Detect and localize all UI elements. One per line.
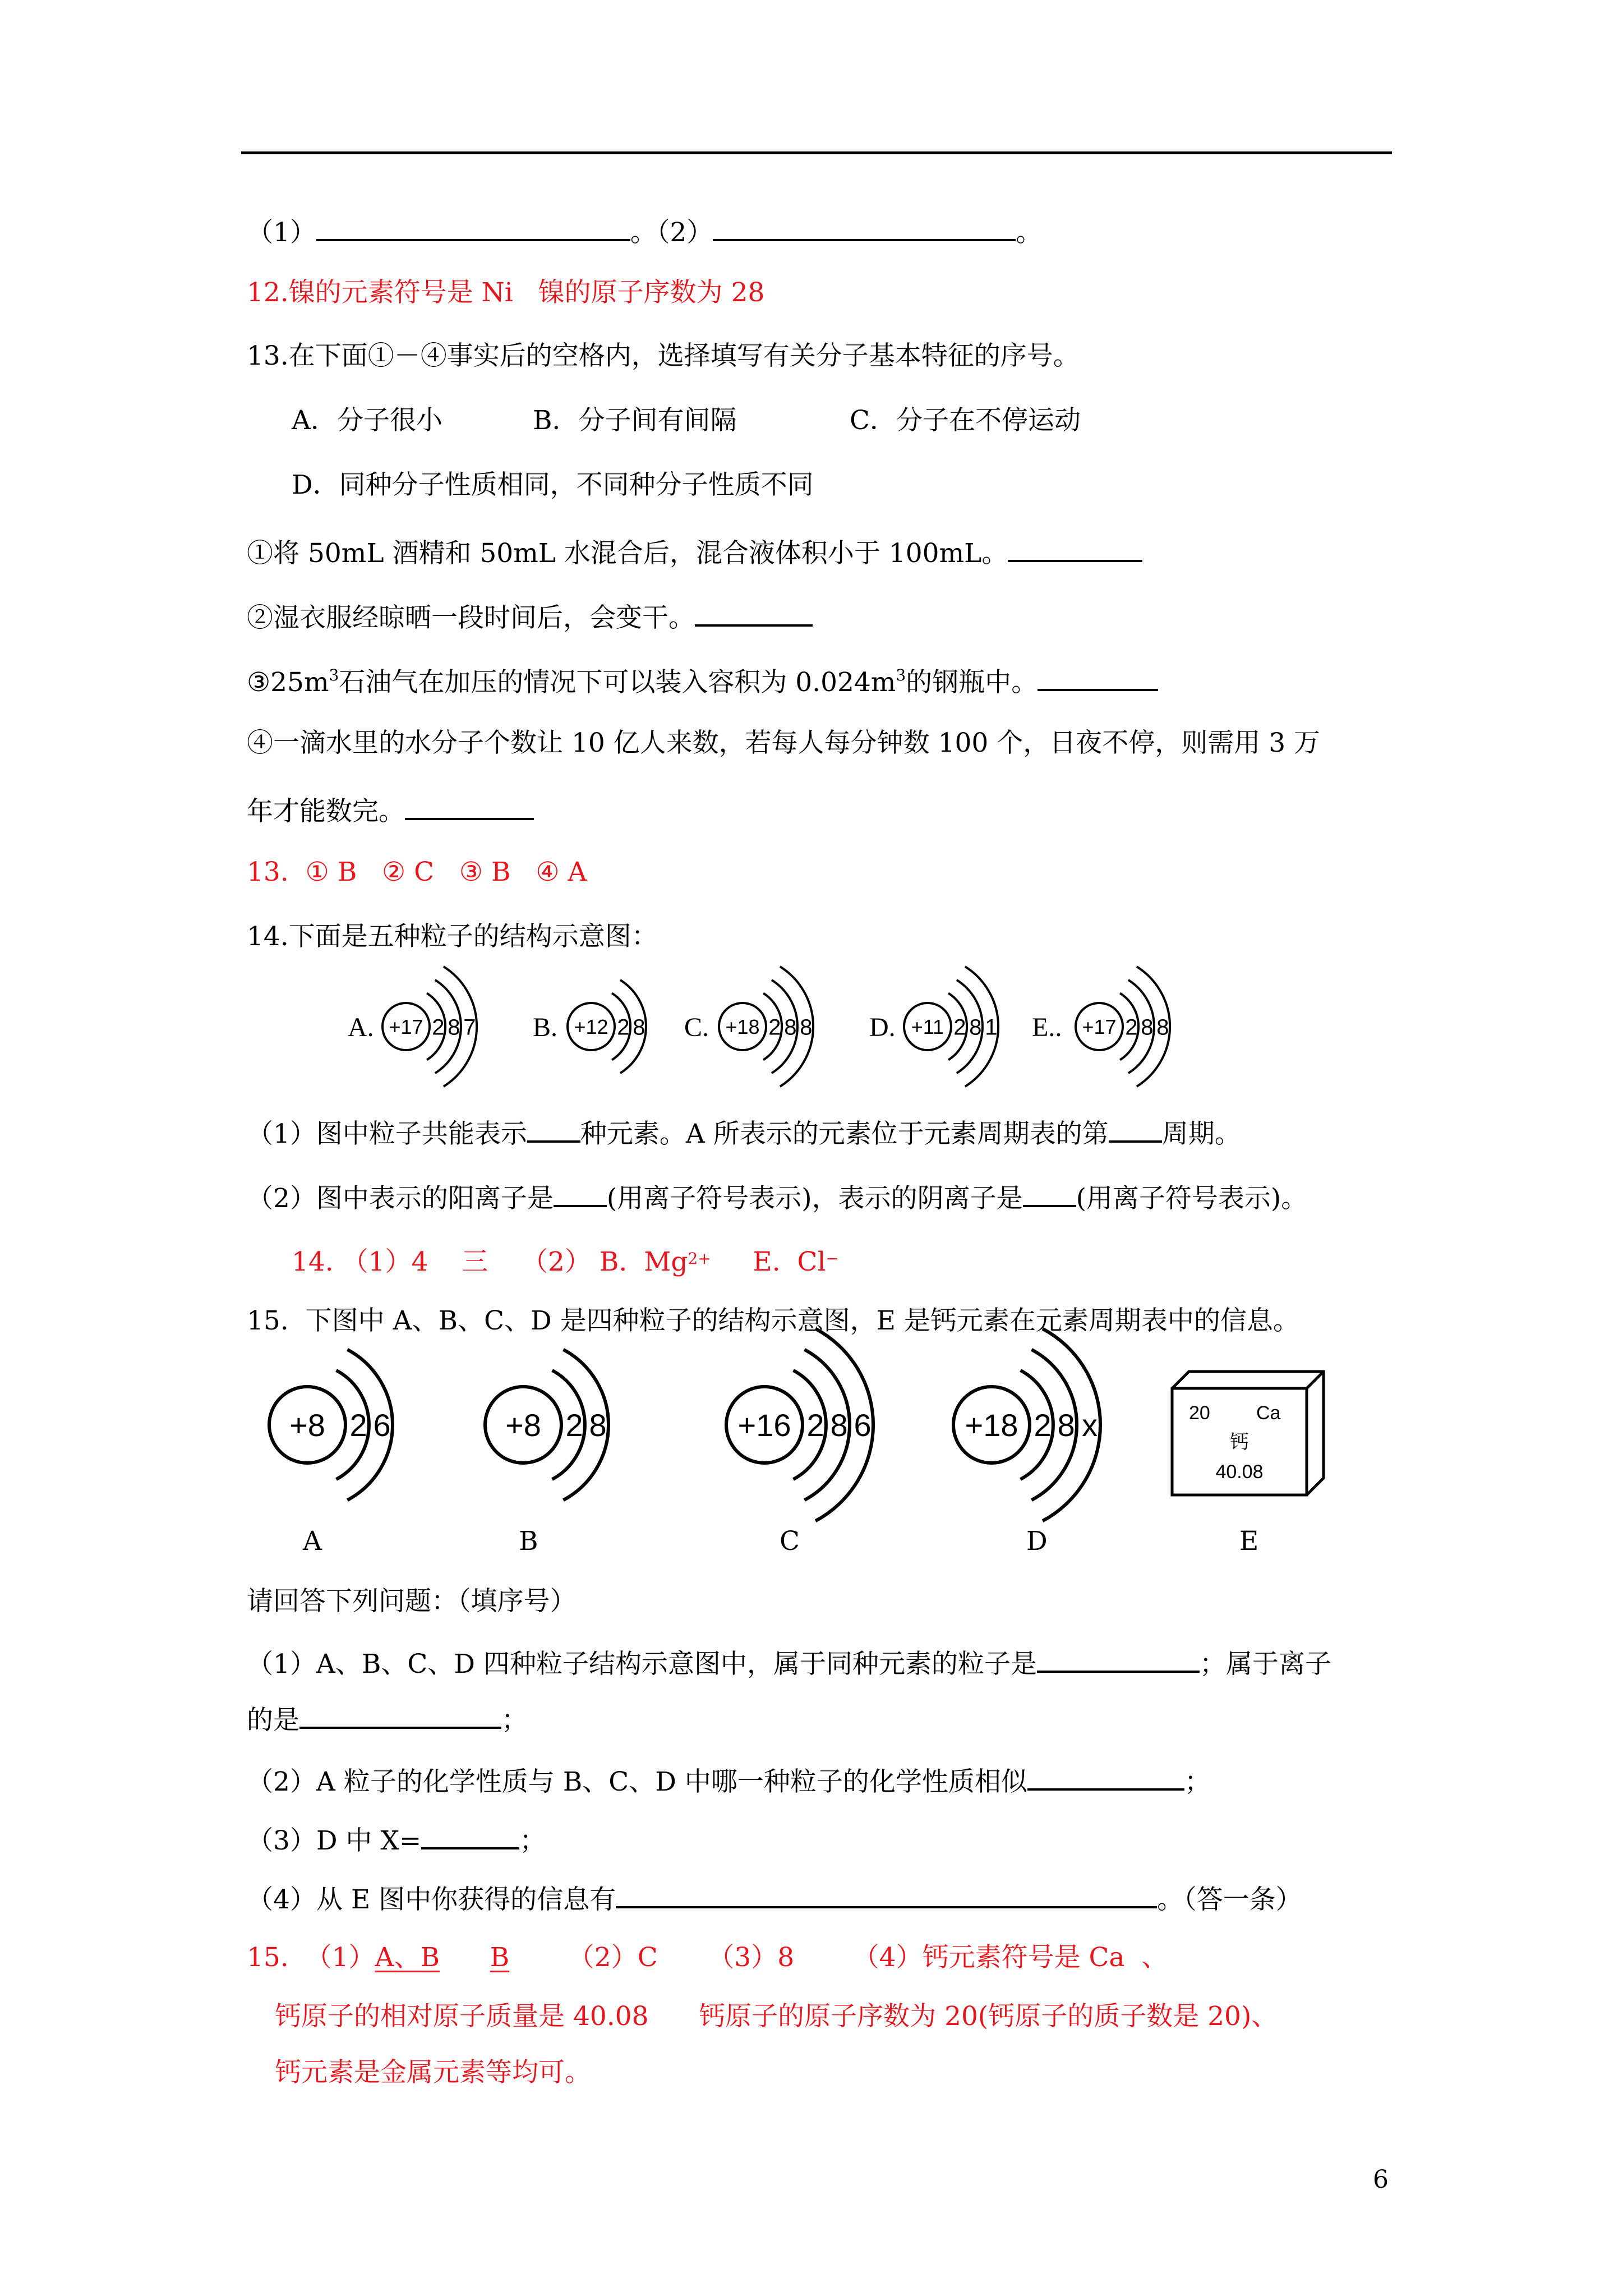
blank[interactable] xyxy=(421,1820,519,1849)
q13-option-d: D．同种分子性质相同，不同种分子性质不同 xyxy=(292,470,814,500)
blank[interactable] xyxy=(299,1700,501,1729)
electron-count: 8 xyxy=(1156,1015,1169,1040)
atom-diagram xyxy=(869,967,998,1087)
blank[interactable] xyxy=(1023,1178,1076,1207)
q14-particle-diagrams xyxy=(348,965,1217,1088)
electron-count: 2 xyxy=(1034,1407,1052,1443)
q13-statement-1: ①将 50mL 酒精和 50mL 水混合后，混合液体积小于 100mL。 xyxy=(247,533,1142,570)
q13-statement-4a: ④一滴水里的水分子个数让 10 亿人来数，若每人每分钟数 100 个，日夜不停，则需用 3 万 xyxy=(247,728,1321,758)
q15-label-c: C xyxy=(780,1526,800,1557)
electron-count: 8 xyxy=(830,1407,848,1443)
q15-question-4: （4）从 E 图中你获得的信息有 。（答一条） xyxy=(247,1879,1302,1917)
nucleus-charge: +18 xyxy=(725,1015,760,1038)
q14-stem: 14.下面是五种粒子的结构示意图： xyxy=(247,921,658,952)
electron-count: 2 xyxy=(617,1015,630,1040)
electron-count: 2 xyxy=(432,1015,445,1040)
atomic-number: 20 xyxy=(1189,1402,1210,1424)
electron-count: 2 xyxy=(565,1407,583,1443)
atom-diagram xyxy=(485,1350,608,1500)
atom-label: A. xyxy=(348,1012,374,1042)
electron-count: 6 xyxy=(854,1407,872,1443)
blank[interactable] xyxy=(405,791,534,820)
q15-label-a: A xyxy=(303,1526,322,1557)
q15-prompt: 请回答下列问题：（填序号） xyxy=(247,1586,577,1617)
q13-stem: 13.在下面①－④事实后的空格内，选择填写有关分子基本特征的序号。 xyxy=(247,341,1080,371)
blank[interactable] xyxy=(1037,1644,1200,1673)
atom-label: D. xyxy=(869,1012,896,1042)
nucleus-charge: +17 xyxy=(389,1015,423,1038)
element-symbol: Ca xyxy=(1256,1402,1281,1424)
atom-diagram xyxy=(726,1329,873,1521)
q13-option-b: B．分子间有间隔 xyxy=(533,405,737,436)
electron-count: 8 xyxy=(448,1015,460,1040)
atom-label: B. xyxy=(533,1012,558,1042)
atom-diagram xyxy=(348,967,477,1087)
q13-option-a: A．分子很小 xyxy=(292,405,442,436)
electron-count: 2 xyxy=(768,1015,781,1040)
q15-label-e: E xyxy=(1239,1526,1259,1557)
atom-diagram xyxy=(684,967,813,1087)
periodic-element-box xyxy=(1172,1372,1324,1495)
atom-label: E.. xyxy=(1032,1012,1062,1042)
electron-count: 2 xyxy=(953,1015,966,1040)
q14-answer: 14. （1）4 三 （2） B. $Mg^{2+}$ E. Cl− xyxy=(292,1246,840,1277)
atom-label: C. xyxy=(684,1012,709,1042)
electron-count: 8 xyxy=(589,1407,607,1443)
electron-count: 6 xyxy=(373,1407,391,1443)
electron-count: 2 xyxy=(806,1407,824,1443)
atom-diagram xyxy=(953,1329,1100,1521)
electron-count: 8 xyxy=(1141,1015,1154,1040)
atom-diagram xyxy=(269,1350,393,1500)
blank[interactable] xyxy=(316,212,630,241)
blank[interactable] xyxy=(1038,662,1158,691)
q15-question-1b: 的是 ； xyxy=(247,1700,528,1737)
nucleus-charge: +12 xyxy=(574,1015,608,1038)
blank[interactable] xyxy=(1027,1761,1184,1791)
electron-count: 1 xyxy=(985,1015,998,1040)
blank[interactable] xyxy=(713,212,1016,241)
atom-diagram xyxy=(533,980,646,1073)
nucleus-charge: +8 xyxy=(289,1407,325,1443)
q13-statement-4b: 年才能数完。 xyxy=(247,791,534,829)
q13-option-c: C．分子在不停运动 xyxy=(850,405,1081,436)
q15-answer-1: 15. （1）A、B B （2）C （3）8 （4）钙元素符号是 Ca 、 xyxy=(247,1942,1168,1973)
q13-statement-2: ②湿衣服经晾晒一段时间后，会变干。 xyxy=(247,597,813,635)
nucleus-charge: +8 xyxy=(505,1407,541,1443)
nucleus-charge: +17 xyxy=(1082,1015,1117,1038)
electron-count: x xyxy=(1082,1407,1098,1443)
electron-count: 2 xyxy=(349,1407,367,1443)
electron-count: 8 xyxy=(969,1015,982,1040)
blank[interactable] xyxy=(1008,533,1142,562)
q15-particle-diagrams xyxy=(264,1358,1357,1503)
q12-answer: 12.镍的元素符号是 Ni 镍的原子序数为 28 xyxy=(247,277,765,308)
element-name: 钙 xyxy=(1230,1431,1249,1453)
q15-question-3: （3）D 中 X= ； xyxy=(247,1820,546,1858)
blank[interactable] xyxy=(1109,1114,1162,1143)
q14-question-1: （1）图中粒子共能表示 种元素。A 所表示的元素位于元素周期表的第 周期。 xyxy=(247,1114,1241,1151)
q15-question-1a: （1）A、B、C、D 四种粒子结构示意图中，属于同种元素的粒子是 ；属于离子 xyxy=(247,1644,1331,1681)
q15-answer-3: 钙元素是金属元素等均可。 xyxy=(275,2057,591,2088)
q13-answer: 13. ① B ② C ③ B ④ A xyxy=(247,857,587,887)
electron-count: 2 xyxy=(1125,1015,1138,1040)
blank[interactable] xyxy=(554,1178,607,1207)
blank[interactable] xyxy=(527,1114,580,1143)
q13-statement-3: $③25m^3$石油气在加压的情况下可以装入容积为 $0.024m^3$的钢瓶中。 xyxy=(247,662,1158,700)
nucleus-charge: +18 xyxy=(965,1407,1018,1443)
atomic-mass: 40.08 xyxy=(1215,1461,1264,1483)
electron-count: 8 xyxy=(633,1015,645,1040)
electron-count: 8 xyxy=(800,1015,813,1040)
electron-count: 8 xyxy=(784,1015,797,1040)
blank[interactable] xyxy=(695,597,813,627)
q15-label-d: D xyxy=(1026,1526,1048,1557)
q14-question-2: （2）图中表示的阳离子是 (用离子符号表示)，表示的阴离子是 (用离子符号表示)。 xyxy=(247,1178,1307,1216)
q15-answer-2: 钙原子的相对原子质量是 40.08 钙原子的原子序数为 20(钙原子的质子数是 20)、 xyxy=(275,2001,1278,2032)
q15-stem: 15. 下图中 A、B、C、D 是四种粒子的结构示意图，E 是钙元素在元素周期表中的信息。 xyxy=(247,1305,1299,1336)
q15-label-b: B xyxy=(519,1526,538,1557)
blank[interactable] xyxy=(616,1879,1157,1908)
page-number: 6 xyxy=(1373,2165,1389,2194)
electron-count: 7 xyxy=(463,1015,476,1040)
header-rule xyxy=(241,151,1392,154)
atom-diagram xyxy=(1032,967,1170,1087)
nucleus-charge: +11 xyxy=(911,1015,944,1038)
q15-question-2: （2）A 粒子的化学性质与 B、C、D 中哪一种粒子的化学性质相似 ； xyxy=(247,1761,1211,1799)
q11-blanks: （1） 。（2） 。 xyxy=(247,212,1042,250)
nucleus-charge: +16 xyxy=(737,1407,791,1443)
electron-count: 8 xyxy=(1057,1407,1075,1443)
